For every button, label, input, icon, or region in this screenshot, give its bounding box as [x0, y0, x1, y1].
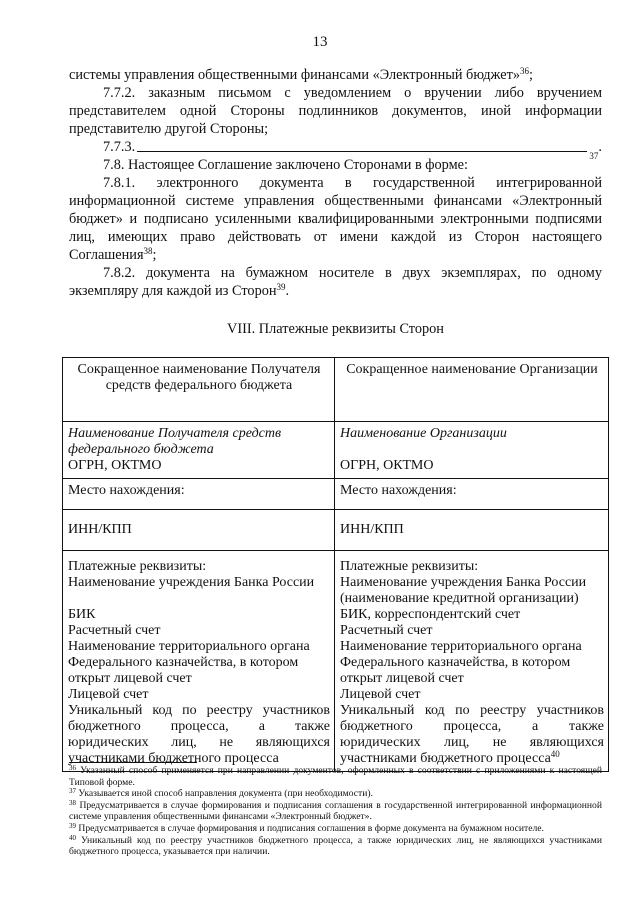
recipient-name-placeholder: Наименование Получателя средств федерального бюджета [68, 426, 282, 457]
paragraph-7-7-2: 7.7.2. заказным письмом с уведомлением о вручении либо вручением представителем одной Стороны подлинников документов, иной информации представителю другой Стороны; [69, 85, 602, 137]
table-row [63, 479, 609, 510]
footnote-text: Уникальный код по реестру участников бюджетного процесса, а также юридических лиц, не являющихся участниками бюджетного процесса, указывается при наличии. [69, 834, 602, 858]
footnote-number: 40 [69, 833, 76, 842]
payment-label: Платежные реквизиты: [68, 559, 207, 574]
footnote-number: 39 [69, 821, 76, 830]
account-label: Расчетный счет [340, 623, 433, 638]
paragraph-text: системы управления общественными финансами «Электронный бюджет» [69, 67, 520, 83]
paragraph-text: 7.8.2. документа на бумажном носителе в двух экземплярах, по одному экземпляру для каждой из Сторон [69, 265, 602, 299]
paragraph-label: 7.7.3. [103, 139, 136, 155]
payment-label: Платежные реквизиты: [340, 559, 479, 574]
footnote-number: 36 [69, 764, 76, 772]
footnotes [69, 765, 602, 858]
footnote-ref: 39 [276, 282, 286, 292]
paragraph-7-7-1-tail [69, 66, 602, 84]
paragraph-7-8-1 [69, 174, 602, 264]
footnote-number: 38 [69, 798, 76, 807]
paragraph-7-7-3: 7.7.3. 37 . [103, 139, 602, 161]
table-row [63, 551, 609, 772]
organization-name-placeholder: Наименование Организации [340, 426, 507, 441]
footnote-number: 37 [69, 787, 76, 796]
unique-code-label: Уникальный код по реестру участников бюджетного процесса, а также юридических лиц, не являющихся участниками бюджетного процесса [68, 703, 330, 766]
recipient-location: Место нахождения: [63, 479, 335, 510]
paragraph-punct: . [285, 283, 290, 299]
recipient-name-cell [63, 422, 335, 479]
payment-details-table [62, 357, 609, 772]
footnote-ref: 40 [550, 749, 560, 759]
footnote [69, 788, 602, 800]
footnote [69, 765, 602, 788]
recipient-ogrn: ОГРН, ОКТМО [68, 458, 162, 473]
section-title: VIII. Платежные реквизиты Сторон [227, 321, 444, 337]
treasury-label: Наименование территориального органа Федерального казначейства, в котором открыт лицевой счет [68, 639, 310, 686]
paragraph-punct: . [598, 139, 602, 155]
organization-name-cell [335, 422, 609, 479]
footnote [69, 800, 602, 823]
table-row [63, 510, 609, 551]
paragraph-7-8: 7.8. Настоящее Соглашение заключено Сторонами в форме: [103, 157, 468, 173]
footnote-text: Указывается иной способ направления документа (при необходимости). [76, 788, 373, 800]
table-row [63, 358, 609, 422]
organization-payment-details [335, 551, 609, 772]
paragraph-punct: ; [152, 247, 157, 263]
footnote [69, 835, 602, 858]
bank-name-label: Наименование учреждения Банка России (наименование кредитной организации) [340, 575, 587, 606]
personal-account-label: Лицевой счет [68, 687, 149, 702]
spacer [340, 442, 604, 458]
footnote-ref: 38 [143, 246, 153, 256]
organization-ogrn: ОГРН, ОКТМО [340, 458, 434, 473]
bik-label: БИК, корреспондентский счет [340, 607, 521, 622]
paragraph-7-8-2 [69, 264, 602, 300]
unique-code-label [340, 703, 604, 767]
footnote-text: Указанный способ применяется при направлении документов, оформленных в соответствии с приложениями к настоящей Типовой форме. [69, 765, 602, 788]
bik-label: БИК [68, 607, 96, 622]
table-row [63, 422, 609, 479]
unique-code-text: Уникальный код по реестру участников бюджетного процесса, а также юридических лиц, не являющихся участниками бюджетного процесса [340, 703, 604, 766]
agreement-body [69, 66, 602, 358]
treasury-label: Наименование территориального органа Федерального казначейства, в котором открыт лицевой счет [340, 639, 582, 686]
account-label: Расчетный счет [68, 623, 161, 638]
organization-location: Место нахождения: [335, 479, 609, 510]
footnote-separator [69, 762, 197, 763]
header-organization: Сокращенное наименование Организации [335, 358, 609, 422]
page-number: 13 [312, 34, 328, 50]
personal-account-label: Лицевой счет [340, 687, 421, 702]
spacer [68, 591, 330, 607]
fill-in-line [137, 150, 587, 152]
recipient-inn: ИНН/КПП [63, 510, 335, 551]
footnote [69, 823, 602, 835]
footnote-ref: 36 [520, 66, 529, 76]
paragraph-text: 7.8.1. электронного документа в государственной интегрированной информационной системе управления общественными финансами «Электронный бюджет» и подписано усиленными квалифицированными электронными подписями лиц, имеющих право действовать от имени каждой из Сторон настоящего Соглашения [69, 175, 602, 263]
recipient-payment-details [63, 551, 335, 772]
footnote-text: Предусматривается в случае формирования и подписания соглашения в государственной интегрированной информационной системе управления общественными финансами «Электронный бюджет». [69, 799, 602, 823]
organization-inn: ИНН/КПП [335, 510, 609, 551]
footnote-text: Предусматривается в случае формирования и подписания соглашения в форме документа на бумажном носителе. [76, 822, 544, 834]
header-recipient: Сокращенное наименование Получателя средств федерального бюджета [63, 358, 335, 422]
paragraph-punct: ; [529, 67, 533, 83]
bank-name-label: Наименование учреждения Банка России [68, 575, 315, 590]
